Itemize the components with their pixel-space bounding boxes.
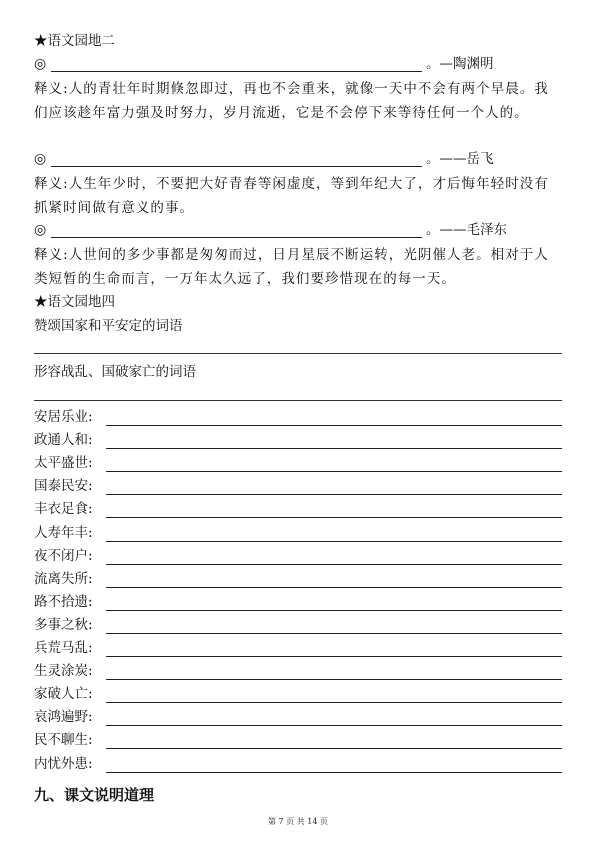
vocab-answer-line[interactable] bbox=[106, 656, 562, 657]
quote-explanation-2: 释义:人生年少时，不要把大好青春等闲虚度，等到年纪大了，才后悔年轻时没有抓紧时间做有意义的事。 bbox=[34, 176, 549, 216]
double-circle-icon: ◎ bbox=[34, 56, 47, 72]
quote-author-3: 。——毛泽东 bbox=[426, 222, 507, 238]
quote-blank-2[interactable] bbox=[51, 166, 422, 167]
section-title-yuwen-yuandi-4: ★语文园地四 bbox=[34, 294, 115, 310]
vocab-answer-line[interactable] bbox=[106, 471, 562, 472]
vocab-row bbox=[34, 571, 562, 591]
vocab-row bbox=[34, 525, 562, 545]
vocab-row bbox=[34, 455, 562, 475]
vocab-answer-line[interactable] bbox=[106, 494, 562, 495]
vocab-term: 兵荒马乱: bbox=[34, 640, 93, 656]
vocab-row bbox=[34, 501, 562, 521]
vocab-answer-line[interactable] bbox=[106, 610, 562, 611]
quote-explanation-1: 释义:人的青壮年时期倏忽即过，再也不会重来，就像一天中不会有两个早晨。我们应该趁年富力强及时努力，岁月流逝，它是不会停下来等待任何一个人的。 bbox=[34, 81, 549, 121]
vocab-row bbox=[34, 686, 562, 706]
vocab-answer-line[interactable] bbox=[106, 748, 562, 749]
vocab-row bbox=[34, 617, 562, 637]
vocab-row bbox=[34, 478, 562, 498]
vocab-term: 内忧外患: bbox=[34, 755, 93, 772]
answer-line-war-words[interactable] bbox=[34, 400, 562, 401]
vocab-term: 安居乐业: bbox=[34, 409, 93, 425]
vocab-answer-line[interactable] bbox=[106, 702, 562, 703]
vocab-term: 夜不闭户: bbox=[34, 547, 93, 564]
vocab-row bbox=[34, 640, 562, 660]
vocab-answer-line[interactable] bbox=[106, 633, 562, 634]
vocab-row bbox=[34, 756, 562, 776]
vocab-row bbox=[34, 709, 562, 729]
vocab-answer-line[interactable] bbox=[106, 448, 562, 449]
quote-blank-3[interactable] bbox=[51, 237, 422, 238]
quote-fill-row-2 bbox=[34, 151, 562, 169]
quote-author-1: 。—陶渊明 bbox=[426, 56, 494, 72]
prompt-peace-words: 赞颂国家和平安定的词语 bbox=[34, 318, 183, 334]
vocab-term: 路不拾遗: bbox=[34, 593, 93, 610]
vocab-row bbox=[34, 594, 562, 614]
vocab-row bbox=[34, 663, 562, 683]
vocab-term: 生灵涂炭: bbox=[34, 663, 93, 680]
page-footer: 第 7 页 共 14 页 bbox=[268, 817, 328, 826]
vocab-term: 国泰民安: bbox=[34, 478, 93, 495]
vocab-term: 民不聊生: bbox=[34, 732, 93, 749]
section-title-yuwen-yuandi-2: ★语文园地二 bbox=[34, 33, 115, 49]
answer-line-peace-words[interactable] bbox=[34, 353, 562, 354]
vocab-answer-line[interactable] bbox=[106, 725, 562, 726]
vocab-term: 人寿年丰: bbox=[34, 524, 93, 541]
vocab-term: 政通人和: bbox=[34, 432, 93, 449]
vocab-term: 太平盛世: bbox=[34, 455, 93, 472]
vocab-answer-line[interactable] bbox=[106, 772, 562, 773]
double-circle-icon: ◎ bbox=[34, 222, 47, 238]
vocab-answer-line[interactable] bbox=[106, 541, 562, 542]
vocab-answer-line[interactable] bbox=[106, 425, 562, 426]
vocab-term: 流离失所: bbox=[34, 570, 93, 587]
vocab-answer-line[interactable] bbox=[106, 564, 562, 565]
prompt-war-words: 形容战乱、国破家亡的词语 bbox=[34, 364, 196, 380]
vocab-row bbox=[34, 409, 562, 429]
quote-blank-1[interactable] bbox=[51, 71, 422, 72]
quote-author-2: 。——岳飞 bbox=[426, 151, 494, 167]
vocab-row bbox=[34, 732, 562, 752]
vocab-term: 哀鸿遍野: bbox=[34, 709, 93, 726]
quote-explanation-3: 释义:人世间的多少事都是匆匆而过，日月星辰不断运转，光阴催人老。相对于人类短暂的生命而言，一万年太久远了，我们要珍惜现在的每一天。 bbox=[34, 247, 549, 287]
vocab-term: 家破人亡: bbox=[34, 686, 93, 703]
section-title-9: 九、课文说明道理 bbox=[34, 786, 155, 804]
vocab-answer-line[interactable] bbox=[106, 679, 562, 680]
double-circle-icon: ◎ bbox=[34, 151, 47, 167]
vocab-answer-line[interactable] bbox=[106, 517, 562, 518]
vocab-answer-line[interactable] bbox=[106, 587, 562, 588]
quote-fill-row-3 bbox=[34, 222, 562, 240]
vocab-row bbox=[34, 548, 562, 568]
quote-fill-row-1 bbox=[34, 56, 562, 74]
vocab-term: 多事之秋: bbox=[34, 616, 93, 633]
vocab-row bbox=[34, 432, 562, 452]
vocab-term: 丰衣足食: bbox=[34, 501, 93, 518]
